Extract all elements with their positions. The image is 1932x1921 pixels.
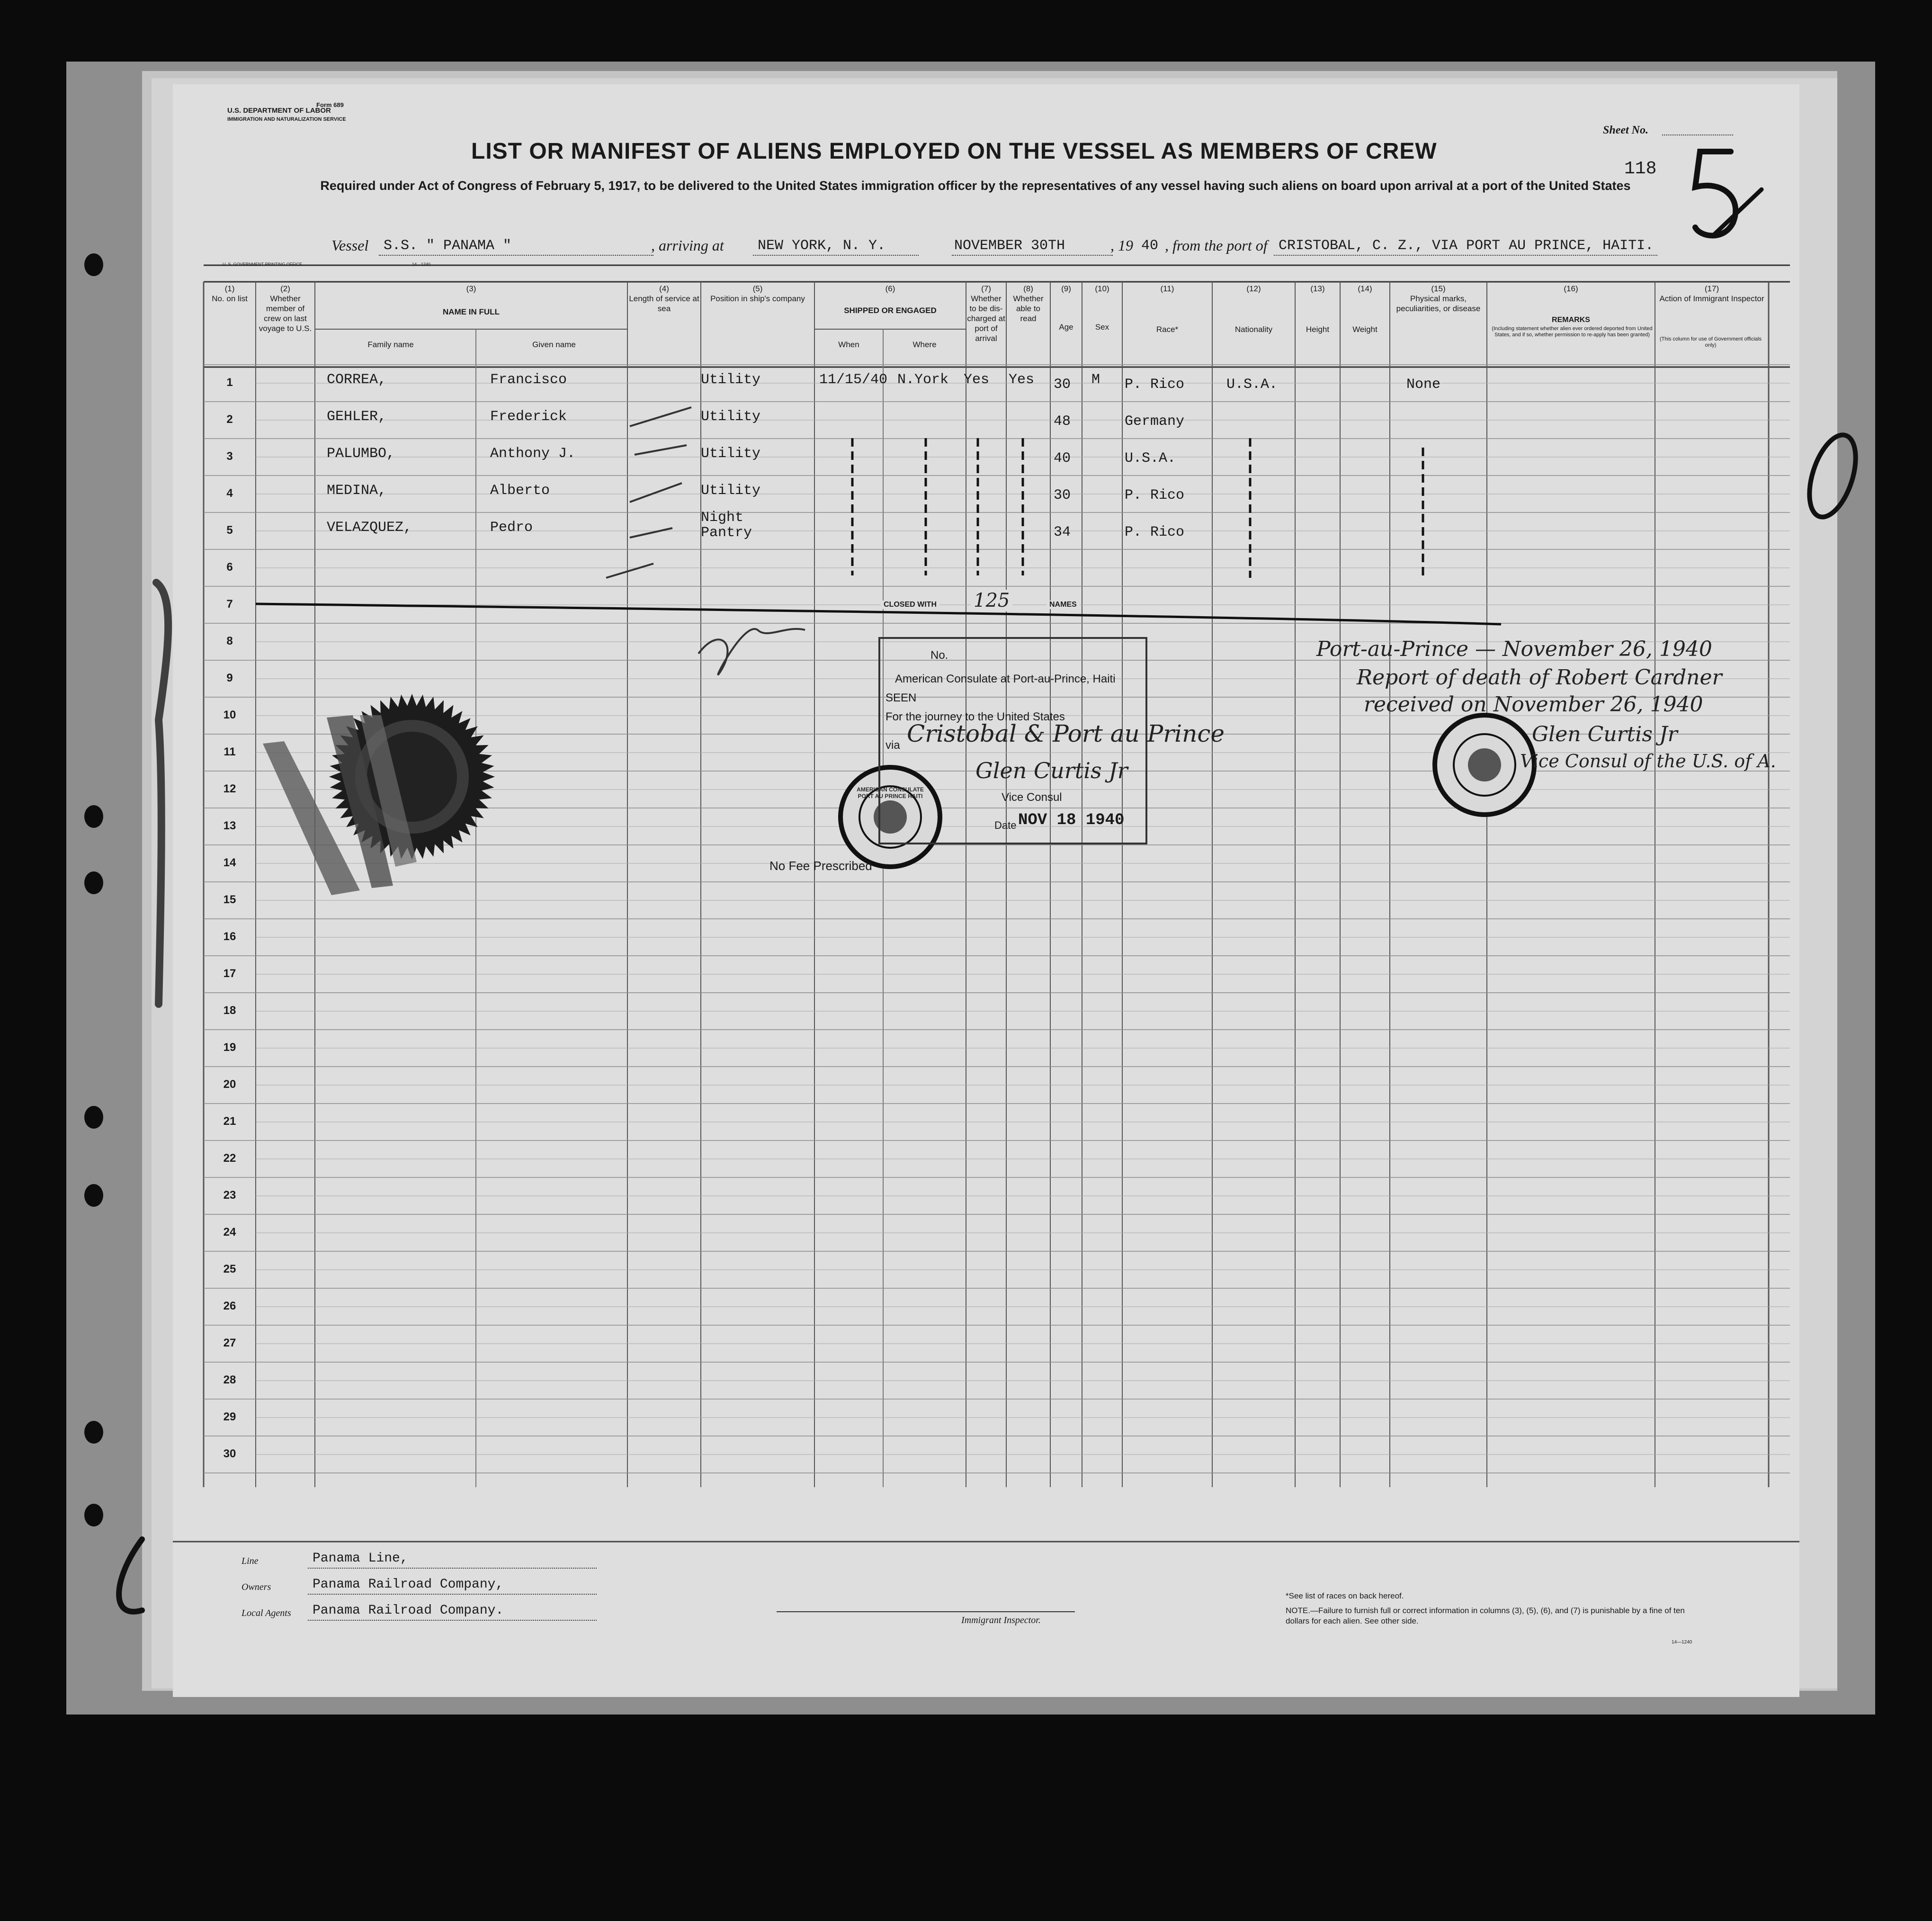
column-number: (16) xyxy=(1564,284,1578,293)
inspector-signature-line xyxy=(777,1611,1075,1612)
crew-when: 11/15/40 xyxy=(819,372,888,388)
column-header: NAME IN FULL xyxy=(443,307,500,316)
crew-where: N.York xyxy=(897,372,949,388)
column-number: (12) xyxy=(1246,284,1261,293)
column-number: (8) xyxy=(1023,284,1033,293)
crew-race: P. Rico xyxy=(1125,377,1185,393)
row-number: 12 xyxy=(223,782,236,795)
column-number: (13) xyxy=(1310,284,1325,293)
crew-given: Francisco xyxy=(490,372,567,388)
row-number: 24 xyxy=(223,1226,236,1239)
handwritten-note-title: Vice Consul of the U.S. of A. xyxy=(1520,751,1776,772)
row-number: 3 xyxy=(226,450,233,463)
column-header: No. on list xyxy=(212,294,248,303)
arrival-year: 40 xyxy=(1141,238,1159,254)
row-number: 19 xyxy=(223,1041,236,1054)
where-head: Where xyxy=(912,340,937,349)
column-header: Whether member of crew on last voyage to U.S. xyxy=(259,294,312,333)
handwritten-note-line1: Port-au-Prince — November 26, 1940 xyxy=(1316,637,1712,661)
races-note: *See list of races on back hereof. xyxy=(1286,1591,1404,1600)
crew-read: Yes xyxy=(1009,372,1035,388)
row-number: 27 xyxy=(223,1337,236,1349)
crew-given: Alberto xyxy=(490,483,550,499)
closed-with-label: CLOSED WITH xyxy=(881,601,939,609)
crew-given: Pedro xyxy=(490,520,533,536)
column-number: (9) xyxy=(1061,284,1071,293)
row-number: 15 xyxy=(223,893,236,906)
crew-race: P. Rico xyxy=(1125,524,1185,540)
page-subtitle: Required under Act of Congress of February 5, 1917, to be delivered to the United States immigration officer by the representatives of any vessel having such aliens on board upon arrival at a port of the United States xyxy=(320,179,1631,193)
agents-value: Panama Railroad Company. xyxy=(313,1603,504,1618)
row-number: 17 xyxy=(223,967,236,980)
printing-office: U. S. GOVERNMENT PRINTING OFFICE xyxy=(223,262,302,267)
crew-race: Germany xyxy=(1125,413,1185,430)
crew-nationality: U.S.A. xyxy=(1226,377,1278,393)
row-number: 10 xyxy=(223,709,236,721)
column-number: (5) xyxy=(752,284,763,293)
column-header: Whether able to read xyxy=(1013,294,1044,323)
handwritten-note-line3: received on November 26, 1940 xyxy=(1364,692,1703,717)
row-number: 1 xyxy=(226,376,233,389)
row-number: 20 xyxy=(223,1078,236,1091)
stamp-no-label: No. xyxy=(930,649,948,662)
row-number: 18 xyxy=(223,1004,236,1017)
stamp-journey: For the journey to the United States xyxy=(886,710,1065,723)
consulate-seal xyxy=(1435,715,1534,815)
column-header: Whether to be dis-charged at port of arrival xyxy=(967,294,1005,343)
column-header: Race* xyxy=(1156,325,1179,334)
crew-age: 34 xyxy=(1054,524,1071,540)
column-number: (1) xyxy=(224,284,235,293)
year-prefix: , 19 xyxy=(1110,237,1133,254)
from-label: , from the port of xyxy=(1165,237,1268,254)
line-label: Line xyxy=(242,1556,259,1566)
stamp-seen: SEEN xyxy=(886,691,917,704)
owners-label: Owners xyxy=(242,1582,271,1592)
row-number: 5 xyxy=(226,524,233,537)
row-number: 29 xyxy=(223,1410,236,1423)
column-header: Position in ship's company xyxy=(710,294,805,303)
crew-race: U.S.A. xyxy=(1125,450,1176,467)
crew-family: PALUMBO, xyxy=(327,446,395,462)
action-note: (This column for use of Government officials only) xyxy=(1660,336,1762,348)
row-number: 4 xyxy=(226,487,233,500)
line-value: Panama Line, xyxy=(313,1551,408,1566)
row-number: 16 xyxy=(223,930,236,943)
column-number: (2) xyxy=(280,284,290,293)
column-number: (14) xyxy=(1358,284,1372,293)
crew-position: Utility xyxy=(701,372,761,388)
column-number: (17) xyxy=(1704,284,1719,293)
crew-position: Utility xyxy=(701,446,761,462)
row-number: 8 xyxy=(226,635,233,647)
row-number: 9 xyxy=(226,672,233,684)
row-number: 21 xyxy=(223,1115,236,1128)
crew-given: Frederick xyxy=(490,409,567,425)
column-header: Height xyxy=(1306,325,1330,334)
crew-sex: M xyxy=(1091,372,1100,388)
seal-text: AMERICAN CONSULATE PORT AU PRINCE HAITI xyxy=(857,786,924,799)
column-header: Sex xyxy=(1095,323,1109,332)
row-number: 2 xyxy=(226,413,233,426)
crew-discharged: Yes xyxy=(964,372,990,388)
stamp-via-route: Cristobal & Port au Prince xyxy=(907,720,1225,747)
vessel-name: S.S. " PANAMA " xyxy=(384,238,512,254)
row-number: 11 xyxy=(224,745,236,758)
length-service-dashes xyxy=(606,407,691,578)
consul-signature: Glen Curtis Jr xyxy=(975,758,1128,783)
row-number: 13 xyxy=(223,819,236,832)
owners-value: Panama Railroad Company, xyxy=(313,1577,504,1592)
column-header: Age xyxy=(1059,323,1073,332)
remarks-note: (Including statement whether alien ever ordered deported from United States, and if so, whether permission to re-apply has been granted) xyxy=(1492,326,1653,338)
column-header: REMARKS xyxy=(1552,316,1590,324)
penalty-note: NOTE.—Failure to furnish full or correct information in columns (3), (5), (6), and (7) is punishable by a fine of ten dollars for each alien. See other side. xyxy=(1286,1606,1685,1625)
crew-family: VELAZQUEZ, xyxy=(327,520,412,536)
inspector-label: Immigrant Inspector. xyxy=(961,1615,1041,1625)
crew-age: 30 xyxy=(1054,377,1071,393)
family-name-head: Family name xyxy=(367,340,414,349)
stamp-via-label: via xyxy=(886,739,900,752)
column-number: (7) xyxy=(981,284,991,293)
print-code-top: 14—1240 xyxy=(412,262,431,267)
sheet-no-label: Sheet No. xyxy=(1603,124,1648,136)
crew-family: GEHLER, xyxy=(327,409,387,425)
agency-header: U.S. DEPARTMENT OF LABOR IMMIGRATION AND NATURALIZATION SERVICE xyxy=(227,107,346,122)
crew-family: MEDINA, xyxy=(327,483,387,499)
row-number: 28 xyxy=(223,1373,236,1386)
crew-family: CORREA, xyxy=(327,372,387,388)
row-number: 22 xyxy=(223,1152,236,1165)
crew-position: Night Pantry xyxy=(701,510,752,541)
stamp-officer-title: Vice Consul xyxy=(1002,791,1062,804)
page-title: LIST OR MANIFEST OF ALIENS EMPLOYED ON THE VESSEL AS MEMBERS OF CREW xyxy=(471,139,1437,164)
handwritten-5-stroke xyxy=(1695,152,1735,236)
column-number: (11) xyxy=(1160,284,1174,293)
crew-race: P. Rico xyxy=(1125,487,1185,503)
column-header: Action of Immigrant Inspector xyxy=(1659,294,1764,303)
row-number: 14 xyxy=(223,856,236,869)
row-number: 25 xyxy=(223,1263,236,1275)
crew-age: 48 xyxy=(1054,413,1071,430)
stamp-office: American Consulate at Port-au-Prince, Haiti xyxy=(895,673,1116,685)
agents-label: Local Agents xyxy=(242,1608,291,1618)
row-number: 7 xyxy=(226,598,233,610)
row-number: 26 xyxy=(223,1300,236,1312)
stamp-date: NOV 18 1940 xyxy=(1018,811,1125,829)
column-header: Length of service at sea xyxy=(629,294,699,313)
given-name-head: Given name xyxy=(532,340,576,349)
crew-age: 40 xyxy=(1054,450,1071,467)
crew-given: Anthony J. xyxy=(490,446,576,462)
closed-suffix: NAMES xyxy=(1046,601,1080,609)
column-header: Physical marks, peculiarities, or disease xyxy=(1396,294,1481,313)
column-number: (10) xyxy=(1095,284,1109,293)
arrival-port: NEW YORK, N. Y. xyxy=(758,238,886,254)
column-number: (4) xyxy=(659,284,669,293)
crew-position: Utility xyxy=(701,409,761,425)
column-number: (6) xyxy=(885,284,895,293)
column-number: (15) xyxy=(1431,284,1446,293)
no-fee-note: No Fee Prescribed xyxy=(769,859,872,873)
closed-count: 125 xyxy=(971,590,1012,611)
column-header: SHIPPED OR ENGAGED xyxy=(844,306,937,315)
column-header: Weight xyxy=(1352,325,1377,334)
vessel-label: Vessel xyxy=(331,237,369,254)
handwritten-note-line2: Report of death of Robert Cardner xyxy=(1357,665,1722,690)
arrival-date: NOVEMBER 30TH xyxy=(954,238,1065,254)
column-header: Nationality xyxy=(1234,325,1273,334)
crew-marks: None xyxy=(1406,377,1441,393)
print-code-bottom: 14—1240 xyxy=(1672,1640,1692,1645)
arriving-label: , arriving at xyxy=(651,237,724,254)
handwritten-note-signature: Glen Curtis Jr xyxy=(1532,722,1678,746)
from-port: CRISTOBAL, C. Z., VIA PORT AU PRINCE, HAITI. xyxy=(1279,238,1654,254)
row-number: 23 xyxy=(223,1189,236,1202)
crew-position: Utility xyxy=(701,483,761,499)
stamp-date-label: Date xyxy=(994,819,1017,831)
when-head: When xyxy=(838,340,859,349)
crew-age: 30 xyxy=(1054,487,1071,503)
form-number: Form 689 xyxy=(316,101,344,108)
sheet-number: 118 xyxy=(1624,159,1657,179)
row-number: 6 xyxy=(226,561,233,574)
column-number: (3) xyxy=(466,284,476,293)
row-number: 30 xyxy=(223,1447,236,1460)
